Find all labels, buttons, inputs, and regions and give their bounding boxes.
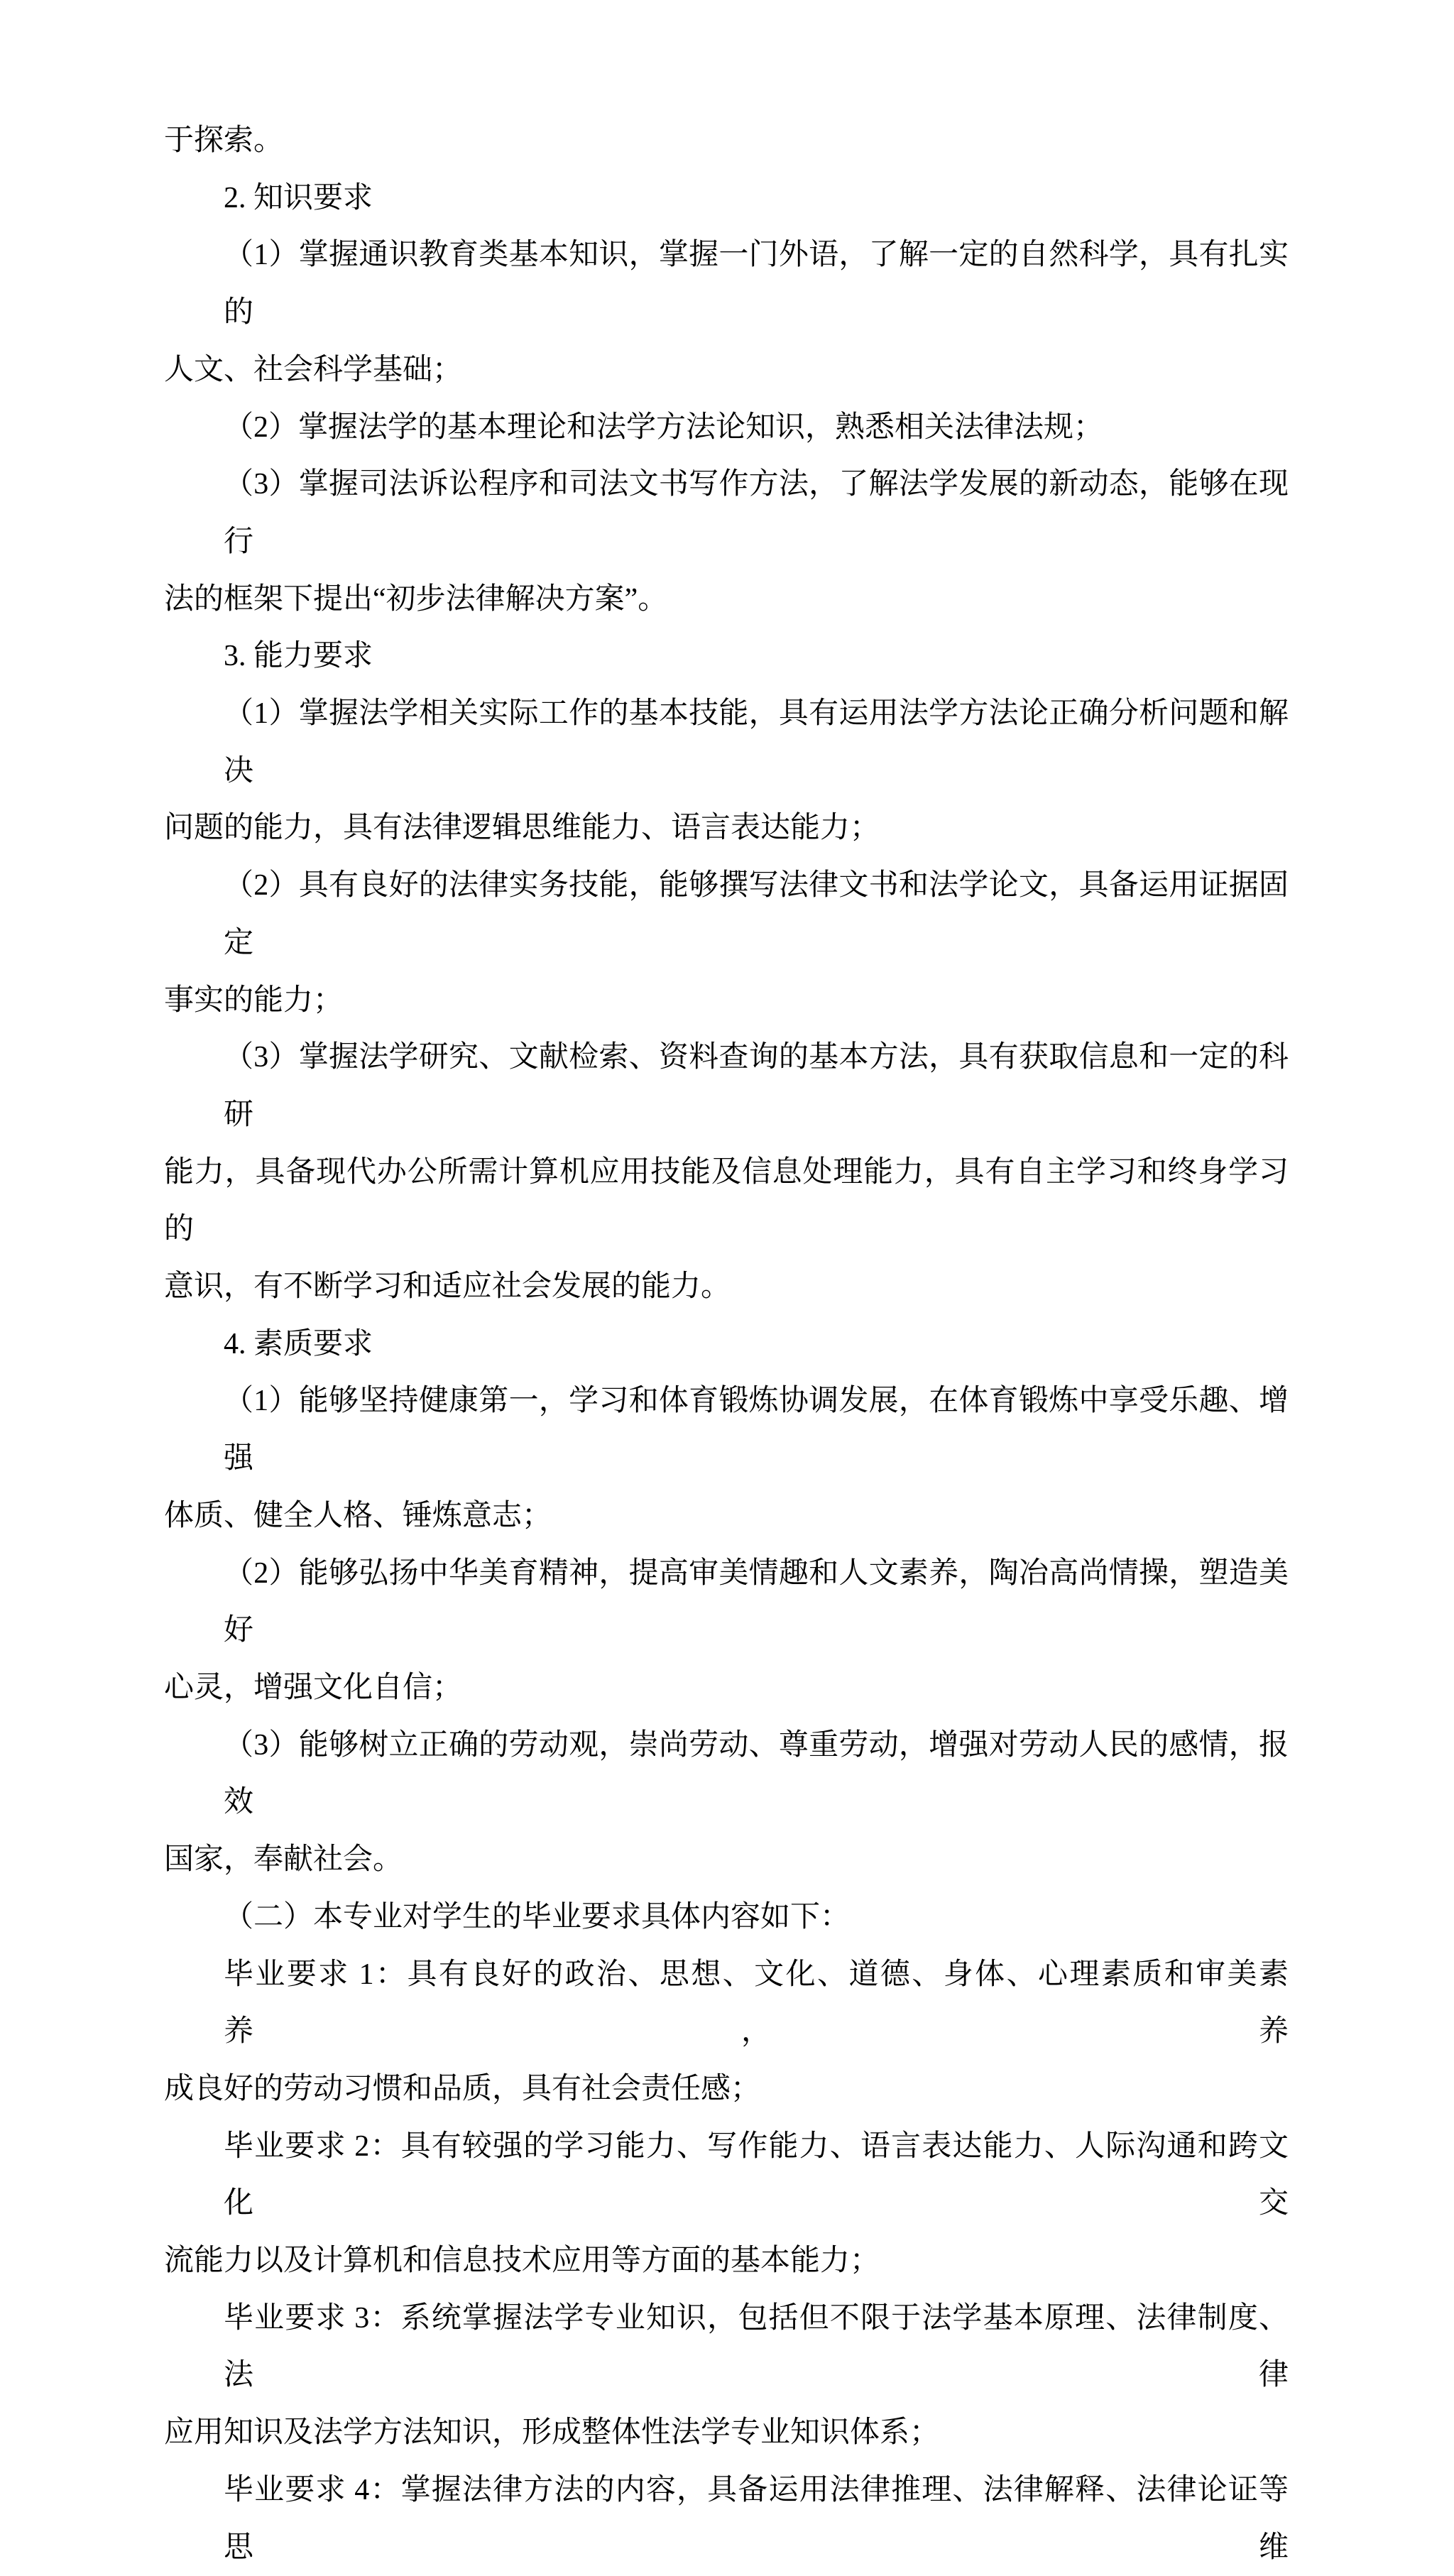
text-line: 毕业要求 1：具有良好的政治、思想、文化、道德、身体、心理素质和审美素养，养 [224, 1958, 1289, 2048]
paragraph [164, 685, 1289, 857]
text-line: （二）本专业对学生的毕业要求具体内容如下： [224, 1900, 851, 1933]
text-line: 应用知识及法学方法知识，形成整体性法学专业知识体系； [164, 2416, 940, 2450]
paragraph [164, 170, 1289, 227]
text-line: 人文、社会科学基础； [164, 353, 463, 386]
text-line: 问题的能力，具有法律逻辑思维能力、语言表达能力； [164, 812, 880, 845]
paragraph [164, 2118, 1289, 2290]
document-body [164, 112, 1289, 2576]
text-line: （2）具有良好的法律实务技能，能够撰写法律文书和法学论文，具备运用证据固定 [224, 869, 1289, 959]
paragraph [164, 227, 1289, 398]
text-line: 法的框架下提出“初步法律解决方案”。 [164, 582, 668, 616]
text-line: 3. 能力要求 [224, 640, 373, 673]
text-line: 毕业要求 2：具有较强的学习能力、写作能力、语言表达能力、人际沟通和跨文化交 [224, 2129, 1289, 2220]
paragraph [164, 1372, 1289, 1544]
paragraph [164, 857, 1289, 1029]
text-line: （3）掌握司法诉讼程序和司法文书写作方法，了解法学发展的新动态，能够在现行 [224, 468, 1289, 558]
paragraph [164, 456, 1289, 628]
paragraph [164, 112, 1289, 170]
text-line: （3）能够树立正确的劳动观，崇尚劳动、尊重劳动，增强对劳动人民的感情，报效 [224, 1728, 1289, 1819]
paragraph [164, 1946, 1289, 2118]
text-line: 毕业要求 3：系统掌握法学专业知识，包括但不限于法学基本原理、法律制度、法律 [224, 2301, 1289, 2392]
text-line: 毕业要求 4：掌握法律方法的内容，具备运用法律推理、法律解释、法律论证等思维 [224, 2473, 1289, 2564]
text-line: 成良好的劳动习惯和品质，具有社会责任感； [164, 2072, 761, 2105]
text-line: 意识，有不断学习和适应社会发展的能力。 [164, 1270, 731, 1304]
text-line: 2. 知识要求 [224, 181, 373, 214]
text-line: 4. 素质要求 [224, 1327, 373, 1360]
paragraph [164, 2462, 1289, 2576]
text-line: 心灵，增强文化自信； [164, 1671, 463, 1704]
text-line: （3）掌握法学研究、文献检索、资料查询的基本方法，具有获取信息和一定的科研 [224, 1041, 1289, 1131]
paragraph [164, 2290, 1289, 2462]
text-line: 于探索。 [164, 124, 284, 157]
text-line: 流能力以及计算机和信息技术应用等方面的基本能力； [164, 2244, 880, 2278]
paragraph [164, 1029, 1289, 1316]
text-line: 体质、健全人格、锤炼意志； [164, 1499, 552, 1532]
paragraph [164, 399, 1289, 457]
paragraph [164, 1889, 1289, 1946]
text-line: 国家，奉献社会。 [164, 1843, 403, 1877]
text-line: 能力，具备现代办公所需计算机应用技能及信息处理能力，具有自主学习和终身学习的 [164, 1155, 1289, 1246]
text-line: （1）掌握通识教育类基本知识，掌握一门外语，了解一定的自然科学，具有扎实的 [224, 239, 1289, 329]
text-line: （2）掌握法学的基本理论和法学方法论知识，熟悉相关法律法规； [224, 410, 1104, 444]
text-line: （1）能够坚持健康第一，学习和体育锻炼协调发展，在体育锻炼中享受乐趣、增强 [224, 1385, 1289, 1475]
paragraph [164, 1316, 1289, 1373]
text-line: 事实的能力； [164, 983, 344, 1017]
paragraph [164, 1545, 1289, 1717]
paragraph [164, 1717, 1289, 1889]
text-line: （1）掌握法学相关实际工作的基本技能，具有运用法学方法论正确分析问题和解决 [224, 697, 1289, 787]
text-line: （2）能够弘扬中华美育精神，提高审美情趣和人文素养，陶冶高尚情操，塑造美好 [224, 1556, 1289, 1647]
paragraph [164, 628, 1289, 685]
